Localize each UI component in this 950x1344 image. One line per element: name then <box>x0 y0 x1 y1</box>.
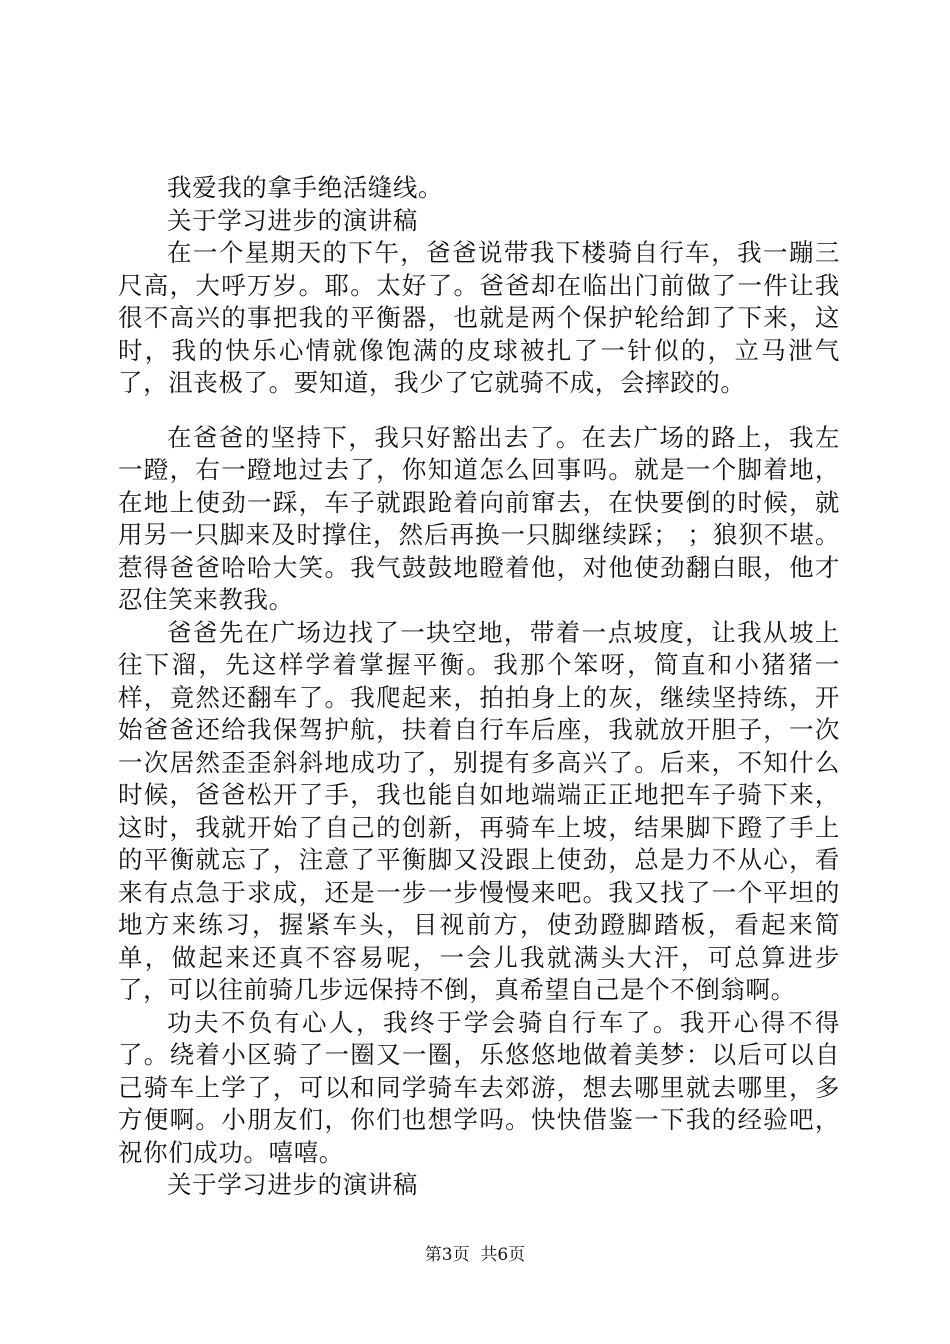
paragraph-body: 在一个星期天的下午，爸爸说带我下楼骑自行车，我一蹦三尺高，大呼万岁。耶。太好了。爸爸却在临出门前做了一件让我很不高兴的事把我的平衡器，也就是两个保护轮给卸了下来，这时，我的快乐心情就像饱满的皮球被扎了一针似的，立马泄气了，沮丧极了。要知道，我少了它就骑不成，会摔跤的。 <box>118 238 840 397</box>
document-body <box>118 172 840 1202</box>
paragraph-body: 爸爸先在广场边找了一块空地，带着一点坡度，让我从坡上往下溜，先这样学着掌握平衡。我那个笨呀，简直和小猪猪一样，竟然还翻车了。我爬起来，拍拍身上的灰，继续坚持练，开始爸爸还给我保驾护航，扶着自行车后座，我就放开胆子，一次一次居然歪歪斜斜地成功了，别提有多高兴了。后来，不知什么时候，爸爸松开了手，我也能自如地端端正正地把车子骑下来，这时，我就开始了自己的创新，再骑车上坡，结果脚下蹬了手上的平衡就忘了，注意了平衡脚又没跟上使劲，总是力不从心，看来有点急于求成，还是一步一步慢慢来吧。我又找了一个平坦的地方来练习，握紧车头，目视前方，使劲蹬脚踏板，看起来简单，做起来还真不容易呢，一会儿我就满头大汗，可总算进步了，可以往前骑几步远保持不倒，真希望自己是个不倒翁啊。 <box>118 617 840 1004</box>
section-title: 关于学习进步的演讲稿 <box>167 1170 418 1199</box>
page-footer <box>0 1240 950 1265</box>
paragraph-body: 在爸爸的坚持下，我只好豁出去了。在去广场的路上，我左一蹬，右一蹬地过去了，你知道怎么回事吗。就是一个脚着地，在地上使劲一踩，车子就跟跄着向前窜去，在快要倒的时候，就用另一只脚来及时撑住，然后再换一只脚继续踩； ；狼狈不堪。惹得爸爸哈哈大笑。我气鼓鼓地瞪着他，对他使劲翻白眼，他才忍住笑来教我。 <box>118 422 840 614</box>
page-number: 第3页 <box>424 1245 470 1265</box>
paragraph-body: 功夫不负有心人，我终于学会骑自行车了。我开心得不得了。绕着小区骑了一圈又一圈，乐悠悠地做着美梦：以后可以自己骑车上学了，可以和同学骑车去郊游，想去哪里就去哪里，多方便啊。小朋友们，你们也想学吗。快快借鉴一下我的经验吧，祝你们成功。嘻嘻。 <box>118 1007 840 1167</box>
section-title: 关于学习进步的演讲稿 <box>167 205 418 235</box>
paragraph-intro-line: 我爱我的拿手绝活缝线。 <box>167 173 444 202</box>
paragraph-spacer <box>118 400 840 422</box>
page-total: 共6页 <box>480 1245 526 1265</box>
